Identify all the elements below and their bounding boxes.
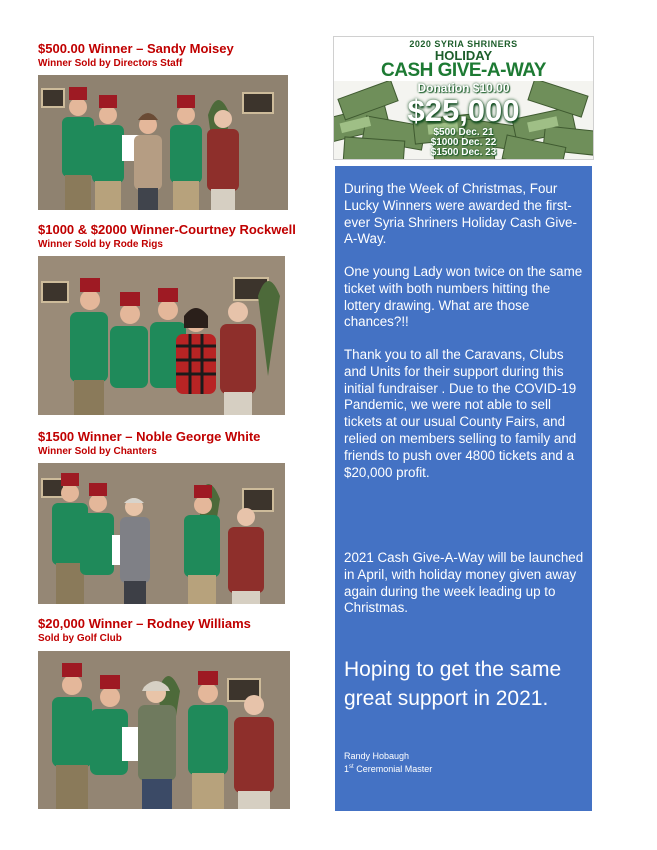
banner-heading: 2020 SYRIA SHRINERS <box>409 39 518 49</box>
winner-title: $20,000 Winner – Rodney Williams <box>38 616 251 631</box>
draw-date: $500 Dec. 21 <box>433 127 494 138</box>
winner-title: $1500 Winner – Noble George White <box>38 429 261 444</box>
winner-caption-2 <box>38 222 296 251</box>
winner-caption-4 <box>38 616 251 645</box>
winner-title: $500.00 Winner – Sandy Moisey <box>38 41 234 56</box>
message-panel <box>335 166 592 811</box>
winner-seller: Winner Sold by Directors Staff <box>38 58 183 69</box>
winner-photo-2 <box>38 256 285 415</box>
draw-date: $1500 Dec. 23 <box>430 147 497 158</box>
paragraph-2021: 2021 Cash Give-A-Way will be launched in April, with holiday money given away again during the week leading up to Christmas. <box>344 550 584 616</box>
banner-donation: Donation $10.00 <box>417 81 510 95</box>
banner-draw-dates <box>334 128 593 158</box>
winner-caption-3 <box>38 429 260 458</box>
ordinal-suffix: st <box>349 764 354 770</box>
winner-caption-1 <box>38 41 234 70</box>
cash-give-a-way-banner <box>333 36 594 160</box>
closing-message: Hoping to get the same great support in 2021. <box>344 658 562 710</box>
winner-photo-4 <box>38 651 290 809</box>
winner-photo-3 <box>38 463 285 604</box>
winner-seller: Winner Sold by Rode Rigs <box>38 239 163 250</box>
paragraph-twice-winner: One young Lady won twice on the same ticket with both numbers hitting the lottery drawing. What are those chances?!! <box>344 264 583 330</box>
winner-title: $1000 & $2000 Winner-Courtney Rockwell <box>38 222 296 237</box>
draw-date: $1000 Dec. 22 <box>430 137 497 148</box>
ordinal-number: 1 <box>344 764 350 774</box>
banner-title: CASH GIVE-A-WAY <box>381 60 546 81</box>
banner-holiday: HOLIDAY <box>434 48 493 63</box>
banner-prize-amount: $25,000 <box>407 93 520 128</box>
winner-seller: Sold by Golf Club <box>38 633 122 644</box>
paragraph-christmas: During the Week of Christmas, Four Lucky Winners were awarded the first-ever Syria Shriners Holiday Cash Give-A-Way. <box>344 181 577 247</box>
winner-seller: Winner Sold by Chanters <box>38 446 157 457</box>
winner-photo-1 <box>38 75 288 210</box>
signature-role: Ceremonial Master <box>356 764 433 774</box>
signature-title <box>344 762 432 775</box>
signature-name: Randy Hobaugh <box>344 751 410 761</box>
signature <box>344 751 432 775</box>
paragraph-thank-you: Thank you to all the Caravans, Clubs and Units for their support during this initial fundraiser . Due to the COVID-19 Pandemic, we were not able to sell tickets at our usual County Fairs, and relied on members selling to family and friends to push over 4800 tickets and a $20,000 profit. <box>344 347 577 480</box>
